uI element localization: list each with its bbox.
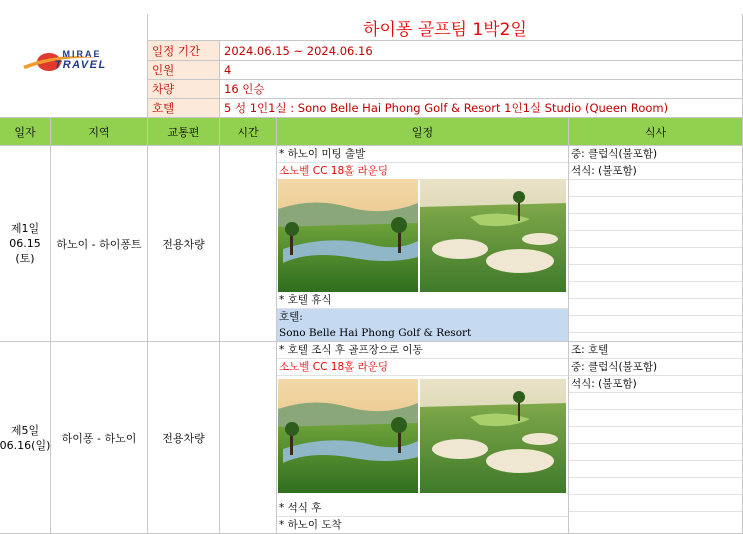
col-header-transport: 교통편 (148, 118, 220, 146)
info-label-vehicle: 차량 (148, 80, 220, 99)
day1-cell (0, 146, 51, 342)
day2-time (220, 342, 277, 534)
brand-top: MIRAE (62, 48, 102, 59)
day1-time (220, 146, 277, 342)
info-value-period: 2024.06.15 ~ 2024.06.16 (220, 41, 743, 61)
day1-hotel-box (277, 309, 568, 342)
meal-grid-row (569, 427, 742, 444)
meal-grid-row (569, 248, 742, 265)
meal-grid-row (569, 495, 742, 512)
day2-transport: 전용차량 (148, 342, 220, 534)
day2-region: 하이퐁 - 하노이 (51, 342, 148, 534)
day1-label: 제1일 (10, 222, 40, 235)
day1-hotel-name: Sono Belle Hai Phong Golf & Resort (279, 327, 472, 339)
info-value-hotel: 5 성 1인1실 : Sono Belle Hai Phong Golf & Resort 1인1실 Studio (Queen Room) (220, 99, 743, 118)
day1-meal-2: 석식: (불포함) (569, 163, 742, 180)
meal-grid-row (569, 282, 742, 299)
golf-course-photo-4 (420, 379, 566, 493)
info-label-people: 인원 (148, 61, 220, 80)
day1-weekday: (토) (15, 252, 35, 265)
col-header-region: 지역 (51, 118, 148, 146)
col-header-meals: 식사 (569, 118, 743, 146)
info-value-vehicle: 16 인승 (220, 80, 743, 99)
day1-meal-1: 중: 클럽식(불포함) (569, 146, 742, 163)
meal-grid-row (569, 265, 742, 282)
golf-course-photo-1 (278, 179, 418, 292)
info-label-period: 일정 기간 (148, 41, 220, 61)
meal-grid-row (569, 410, 742, 427)
meal-grid-row (569, 214, 742, 231)
col-header-day: 일자 (0, 118, 51, 146)
day2-meal-3: 석식: (불포함) (569, 376, 742, 393)
day1-schedule-line-1: * 하노이 미팅 출발 (277, 146, 568, 163)
meal-grid-row (569, 478, 742, 495)
page-title: 하이퐁 골프팀 1박2일 (148, 14, 743, 41)
day2-meal-1: 조: 호텔 (569, 342, 742, 359)
col-header-time: 시간 (220, 118, 277, 146)
day1-region: 하노이 - 하이퐁트 (51, 146, 148, 342)
day1-hotel-label: 호텔: (279, 311, 303, 323)
day1-schedule (277, 146, 569, 342)
meal-grid-row (569, 299, 742, 316)
meal-grid-row (569, 461, 742, 478)
golf-course-photo-2 (420, 179, 566, 292)
meal-grid-row (569, 197, 742, 214)
meal-grid-row (569, 393, 742, 410)
day2-cell (0, 342, 51, 534)
brand-bottom: TRAVEL (54, 58, 107, 71)
day2-date: 06.16(일) (0, 438, 51, 452)
info-value-people: 4 (220, 61, 743, 80)
day2-schedule-line-3: * 석식 후 (277, 500, 568, 517)
day1-transport: 전용차량 (148, 146, 220, 342)
col-header-schedule: 일정 (277, 118, 569, 146)
day2-schedule (277, 342, 569, 534)
day1-schedule-line-3: * 호텔 휴식 (277, 292, 568, 309)
day1-schedule-line-2: 소노벨 CC 18홀 라운딩 (277, 163, 568, 180)
meal-grid-row (569, 180, 742, 197)
logo-cell (0, 14, 148, 118)
day1-date: 06.15 (9, 237, 41, 250)
day2-schedule-line-1: * 호텔 조식 후 골프장으로 이동 (277, 342, 568, 359)
day2-label: 제5일 (10, 423, 40, 437)
day2-meals (569, 342, 743, 534)
info-label-hotel: 호텔 (148, 99, 220, 118)
day2-schedule-line-2: 소노벨 CC 18홀 라운딩 (277, 359, 568, 376)
day1-meals (569, 146, 743, 342)
meal-grid-row (569, 316, 742, 333)
mirae-travel-logo (19, 46, 129, 86)
day2-meal-2: 중: 클럽식(불포함) (569, 359, 742, 376)
meal-grid-row (569, 231, 742, 248)
day2-schedule-line-4: * 하노이 도착 (277, 517, 568, 534)
golf-course-photo-3 (278, 379, 418, 493)
meal-grid-row (569, 444, 742, 461)
